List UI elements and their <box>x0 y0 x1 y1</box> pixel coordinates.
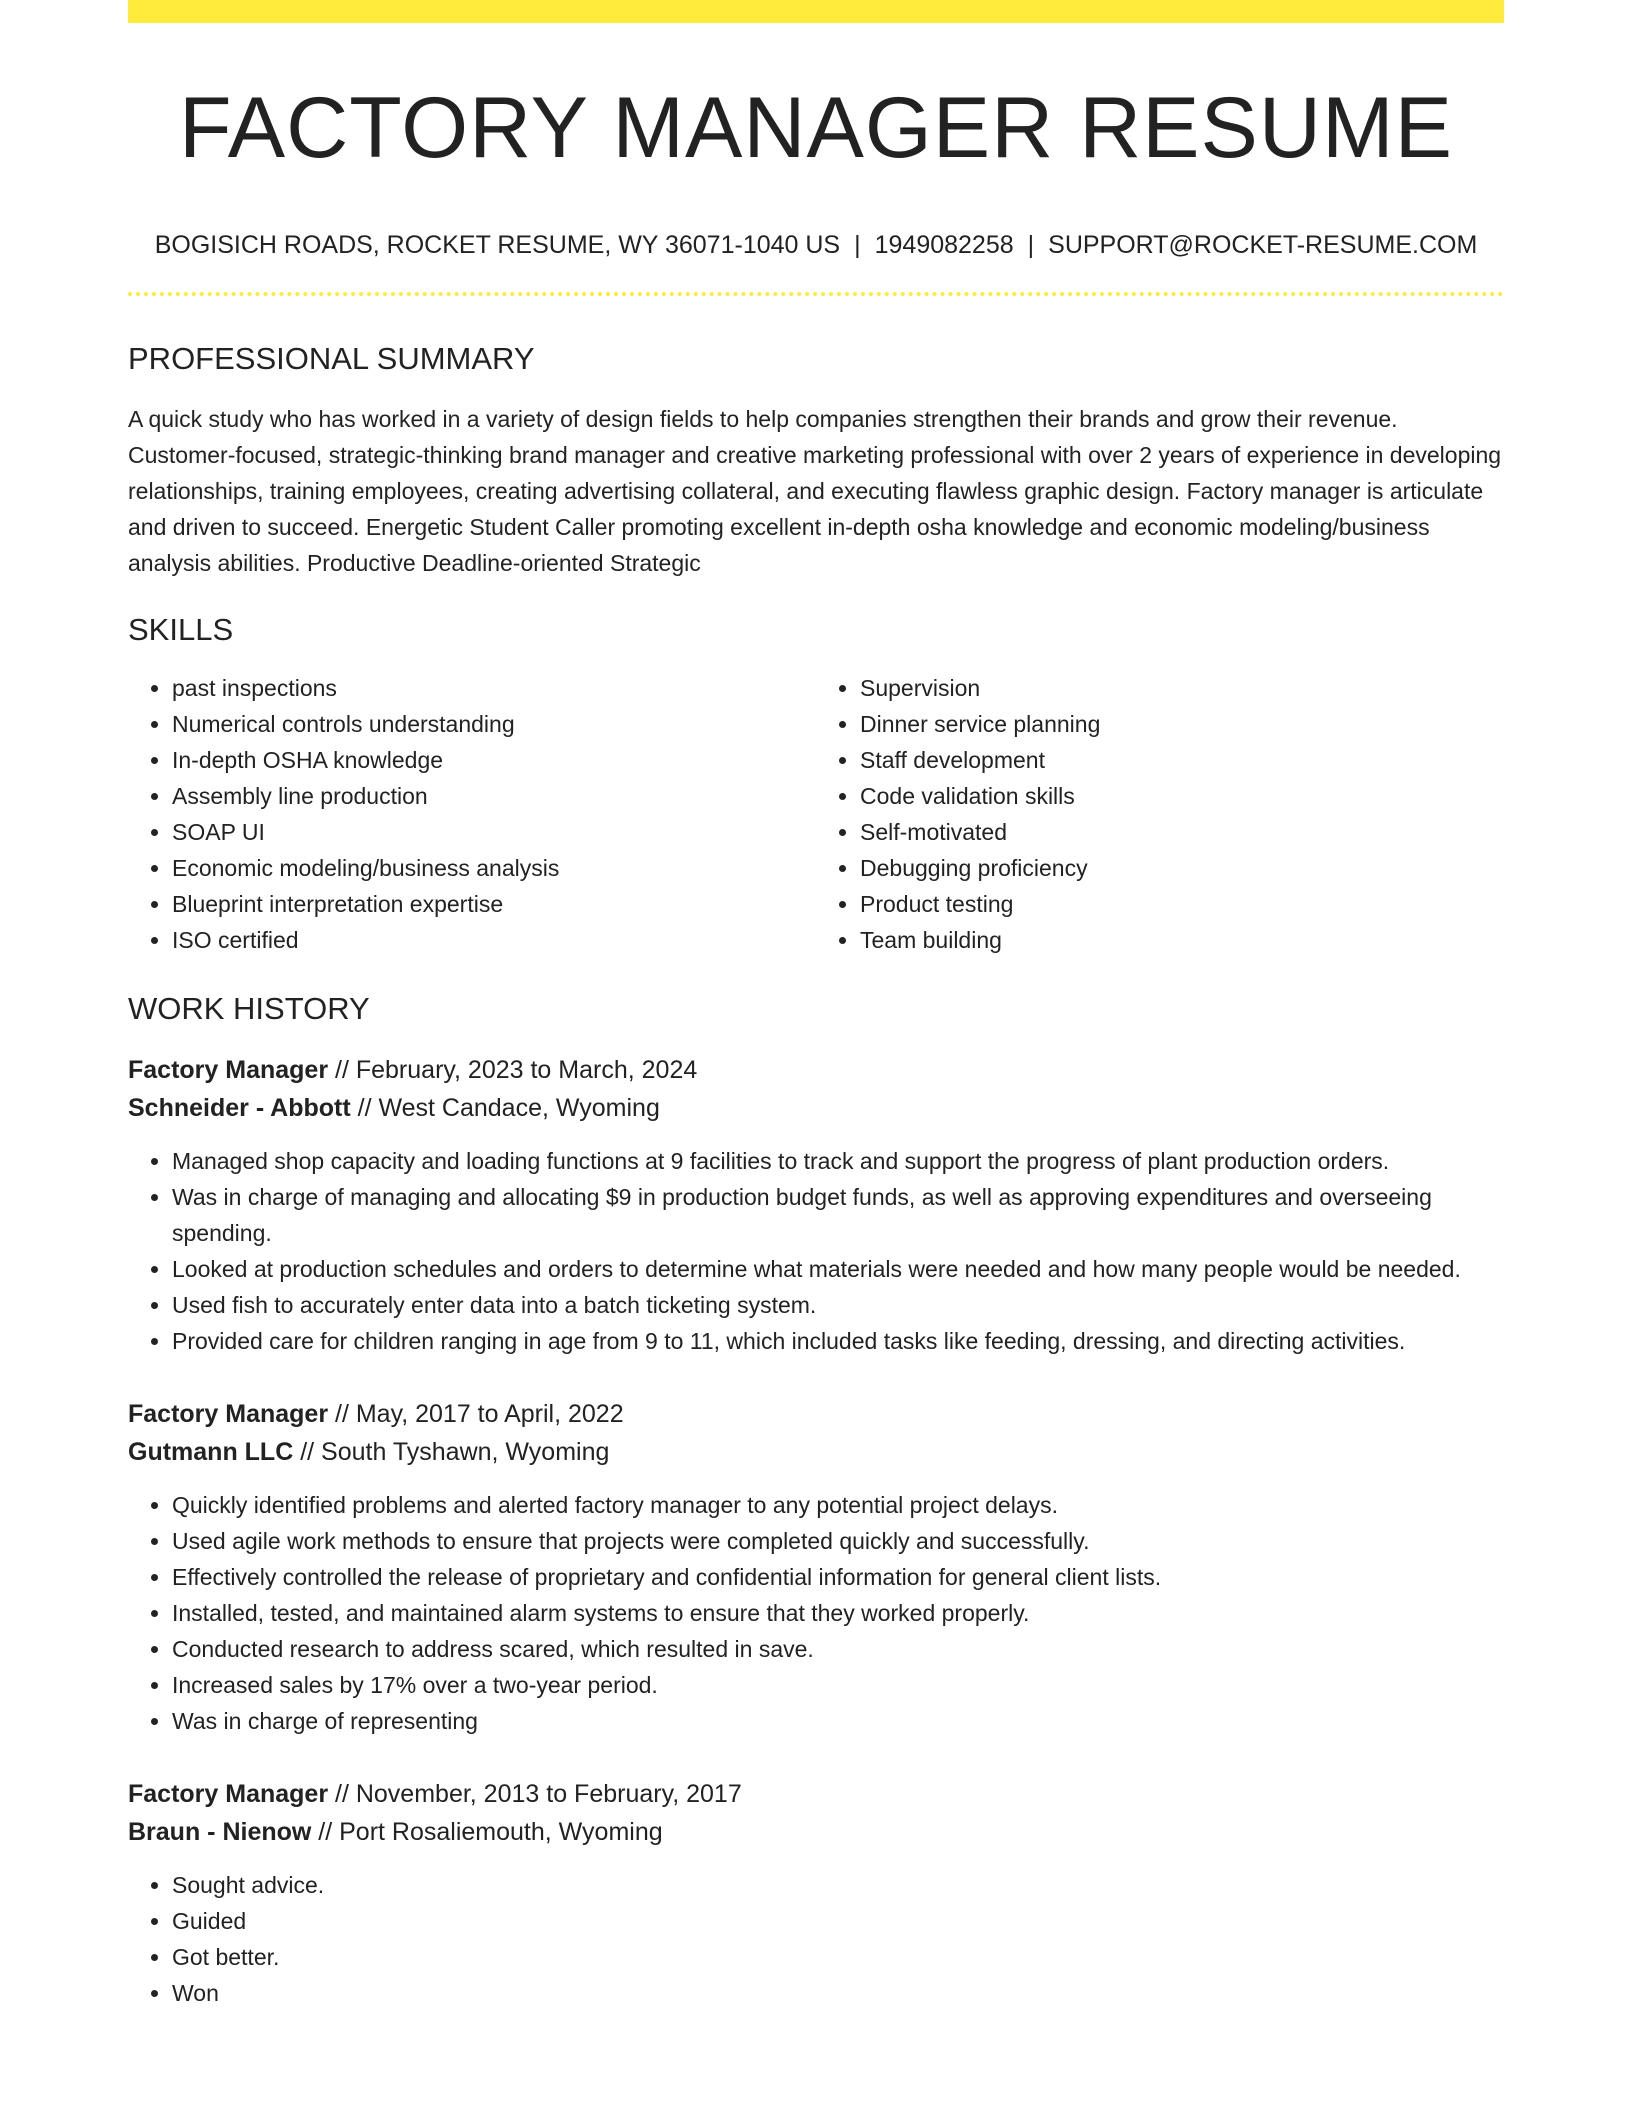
skill-item: • past inspections <box>172 670 816 706</box>
job-bullet: • Won <box>172 1975 1504 2011</box>
contact-line <box>128 230 1504 260</box>
skill-item: • Product testing <box>860 886 1504 922</box>
resume-title: FACTORY MANAGER RESUME <box>178 80 1454 176</box>
skill-item: • Debugging proficiency <box>860 850 1504 886</box>
accent-top-bar <box>128 0 1504 23</box>
skill-item: • ISO certified <box>172 922 816 958</box>
skill-item: • In-depth OSHA knowledge <box>172 742 816 778</box>
job-bullet: • Looked at production schedules and orders to determine what materials were needed and how many people would be needed. <box>172 1251 1504 1287</box>
job-title-line <box>128 1775 1504 1813</box>
job-dates: // February, 2023 to March, 2024 <box>335 1056 698 1085</box>
job-bullet: • Used agile work methods to ensure that projects were completed quickly and successfully. <box>172 1523 1504 1559</box>
skills-heading: SKILLS <box>128 611 234 647</box>
contact-phone: 1949082258 <box>874 230 1014 259</box>
skill-item: • SOAP UI <box>172 814 816 850</box>
skills-grid <box>128 670 1504 958</box>
job-title: Factory Manager <box>128 1400 329 1429</box>
work-history-heading: WORK HISTORY <box>128 990 370 1026</box>
skill-item: • Team building <box>860 922 1504 958</box>
job-location: // West Candace, Wyoming <box>357 1094 660 1123</box>
skills-column-left <box>128 670 816 958</box>
job-entry <box>128 1775 1504 2011</box>
contact-address: BOGISICH ROADS, ROCKET RESUME, WY 36071-1040 US <box>154 230 841 259</box>
job-bullet: • Was in charge of managing and allocating $9 in production budget funds, as well as approving expenditures and overseeing spending. <box>172 1179 1504 1251</box>
skill-item: • Staff development <box>860 742 1504 778</box>
contact-email: SUPPORT@ROCKET-RESUME.COM <box>1048 230 1478 259</box>
skill-item: • Supervision <box>860 670 1504 706</box>
job-company-line <box>128 1433 1504 1471</box>
job-bullets <box>128 1487 1504 1739</box>
job-bullet: • Used fish to accurately enter data into a batch ticketing system. <box>172 1287 1504 1323</box>
job-entry <box>128 1395 1504 1739</box>
resume-page <box>128 0 1504 2011</box>
job-bullet: • Guided <box>172 1903 1504 1939</box>
job-company-line <box>128 1089 1504 1127</box>
job-company: Braun - Nienow <box>128 1818 312 1847</box>
job-company: Schneider - Abbott <box>128 1094 351 1123</box>
job-bullet: • Sought advice. <box>172 1867 1504 1903</box>
skill-item: • Blueprint interpretation expertise <box>172 886 816 922</box>
job-bullet: • Conducted research to address scared, which resulted in save. <box>172 1631 1504 1667</box>
job-entry <box>128 1051 1504 1359</box>
job-bullets <box>128 1867 1504 2011</box>
dotted-divider <box>128 292 1504 296</box>
skill-item: • Assembly line production <box>172 778 816 814</box>
skill-item: • Self-motivated <box>860 814 1504 850</box>
job-title: Factory Manager <box>128 1056 329 1085</box>
summary-heading: PROFESSIONAL SUMMARY <box>128 340 535 376</box>
job-title-line <box>128 1051 1504 1089</box>
job-bullet: • Installed, tested, and maintained alarm systems to ensure that they worked properly. <box>172 1595 1504 1631</box>
job-location: // South Tyshawn, Wyoming <box>300 1438 610 1467</box>
job-bullet: • Got better. <box>172 1939 1504 1975</box>
skill-item: • Numerical controls understanding <box>172 706 816 742</box>
job-location: // Port Rosaliemouth, Wyoming <box>318 1818 663 1847</box>
job-title-line <box>128 1395 1504 1433</box>
contact-separator: | <box>854 230 861 259</box>
skill-item: • Economic modeling/business analysis <box>172 850 816 886</box>
job-bullet: • Managed shop capacity and loading functions at 9 facilities to track and support the progress of plant production orders. <box>172 1143 1504 1179</box>
summary-text: A quick study who has worked in a variety of design fields to help companies strengthen their brands and grow their revenue. Customer-focused, strategic-thinking brand manager and creative marketing professional with over 2 years of experience in developing relationships, training employees, creating advertising collateral, and executing flawless graphic design. Factory manager is articulate and driven to succeed. Energetic Student Caller promoting excellent in-depth osha knowledge and economic modeling/business analysis abilities. Productive Deadline-oriented Strategic <box>128 405 1502 576</box>
job-bullet: • Was in charge of representing <box>172 1703 1504 1739</box>
job-bullet: • Increased sales by 17% over a two-year period. <box>172 1667 1504 1703</box>
contact-separator: | <box>1027 230 1035 259</box>
skill-item: • Code validation skills <box>860 778 1504 814</box>
job-bullet: • Quickly identified problems and alerted factory manager to any potential project delays. <box>172 1487 1504 1523</box>
job-company-line <box>128 1813 1504 1851</box>
job-title: Factory Manager <box>128 1780 329 1809</box>
job-bullets <box>128 1143 1504 1359</box>
job-company: Gutmann LLC <box>128 1438 294 1467</box>
job-dates: // November, 2013 to February, 2017 <box>335 1780 742 1809</box>
job-bullet: • Effectively controlled the release of proprietary and confidential information for general client lists. <box>172 1559 1504 1595</box>
skills-column-right <box>816 670 1504 958</box>
job-bullet: • Provided care for children ranging in age from 9 to 11, which included tasks like feeding, dressing, and directing activities. <box>172 1323 1504 1359</box>
job-dates: // May, 2017 to April, 2022 <box>335 1400 624 1429</box>
skill-item: • Dinner service planning <box>860 706 1504 742</box>
